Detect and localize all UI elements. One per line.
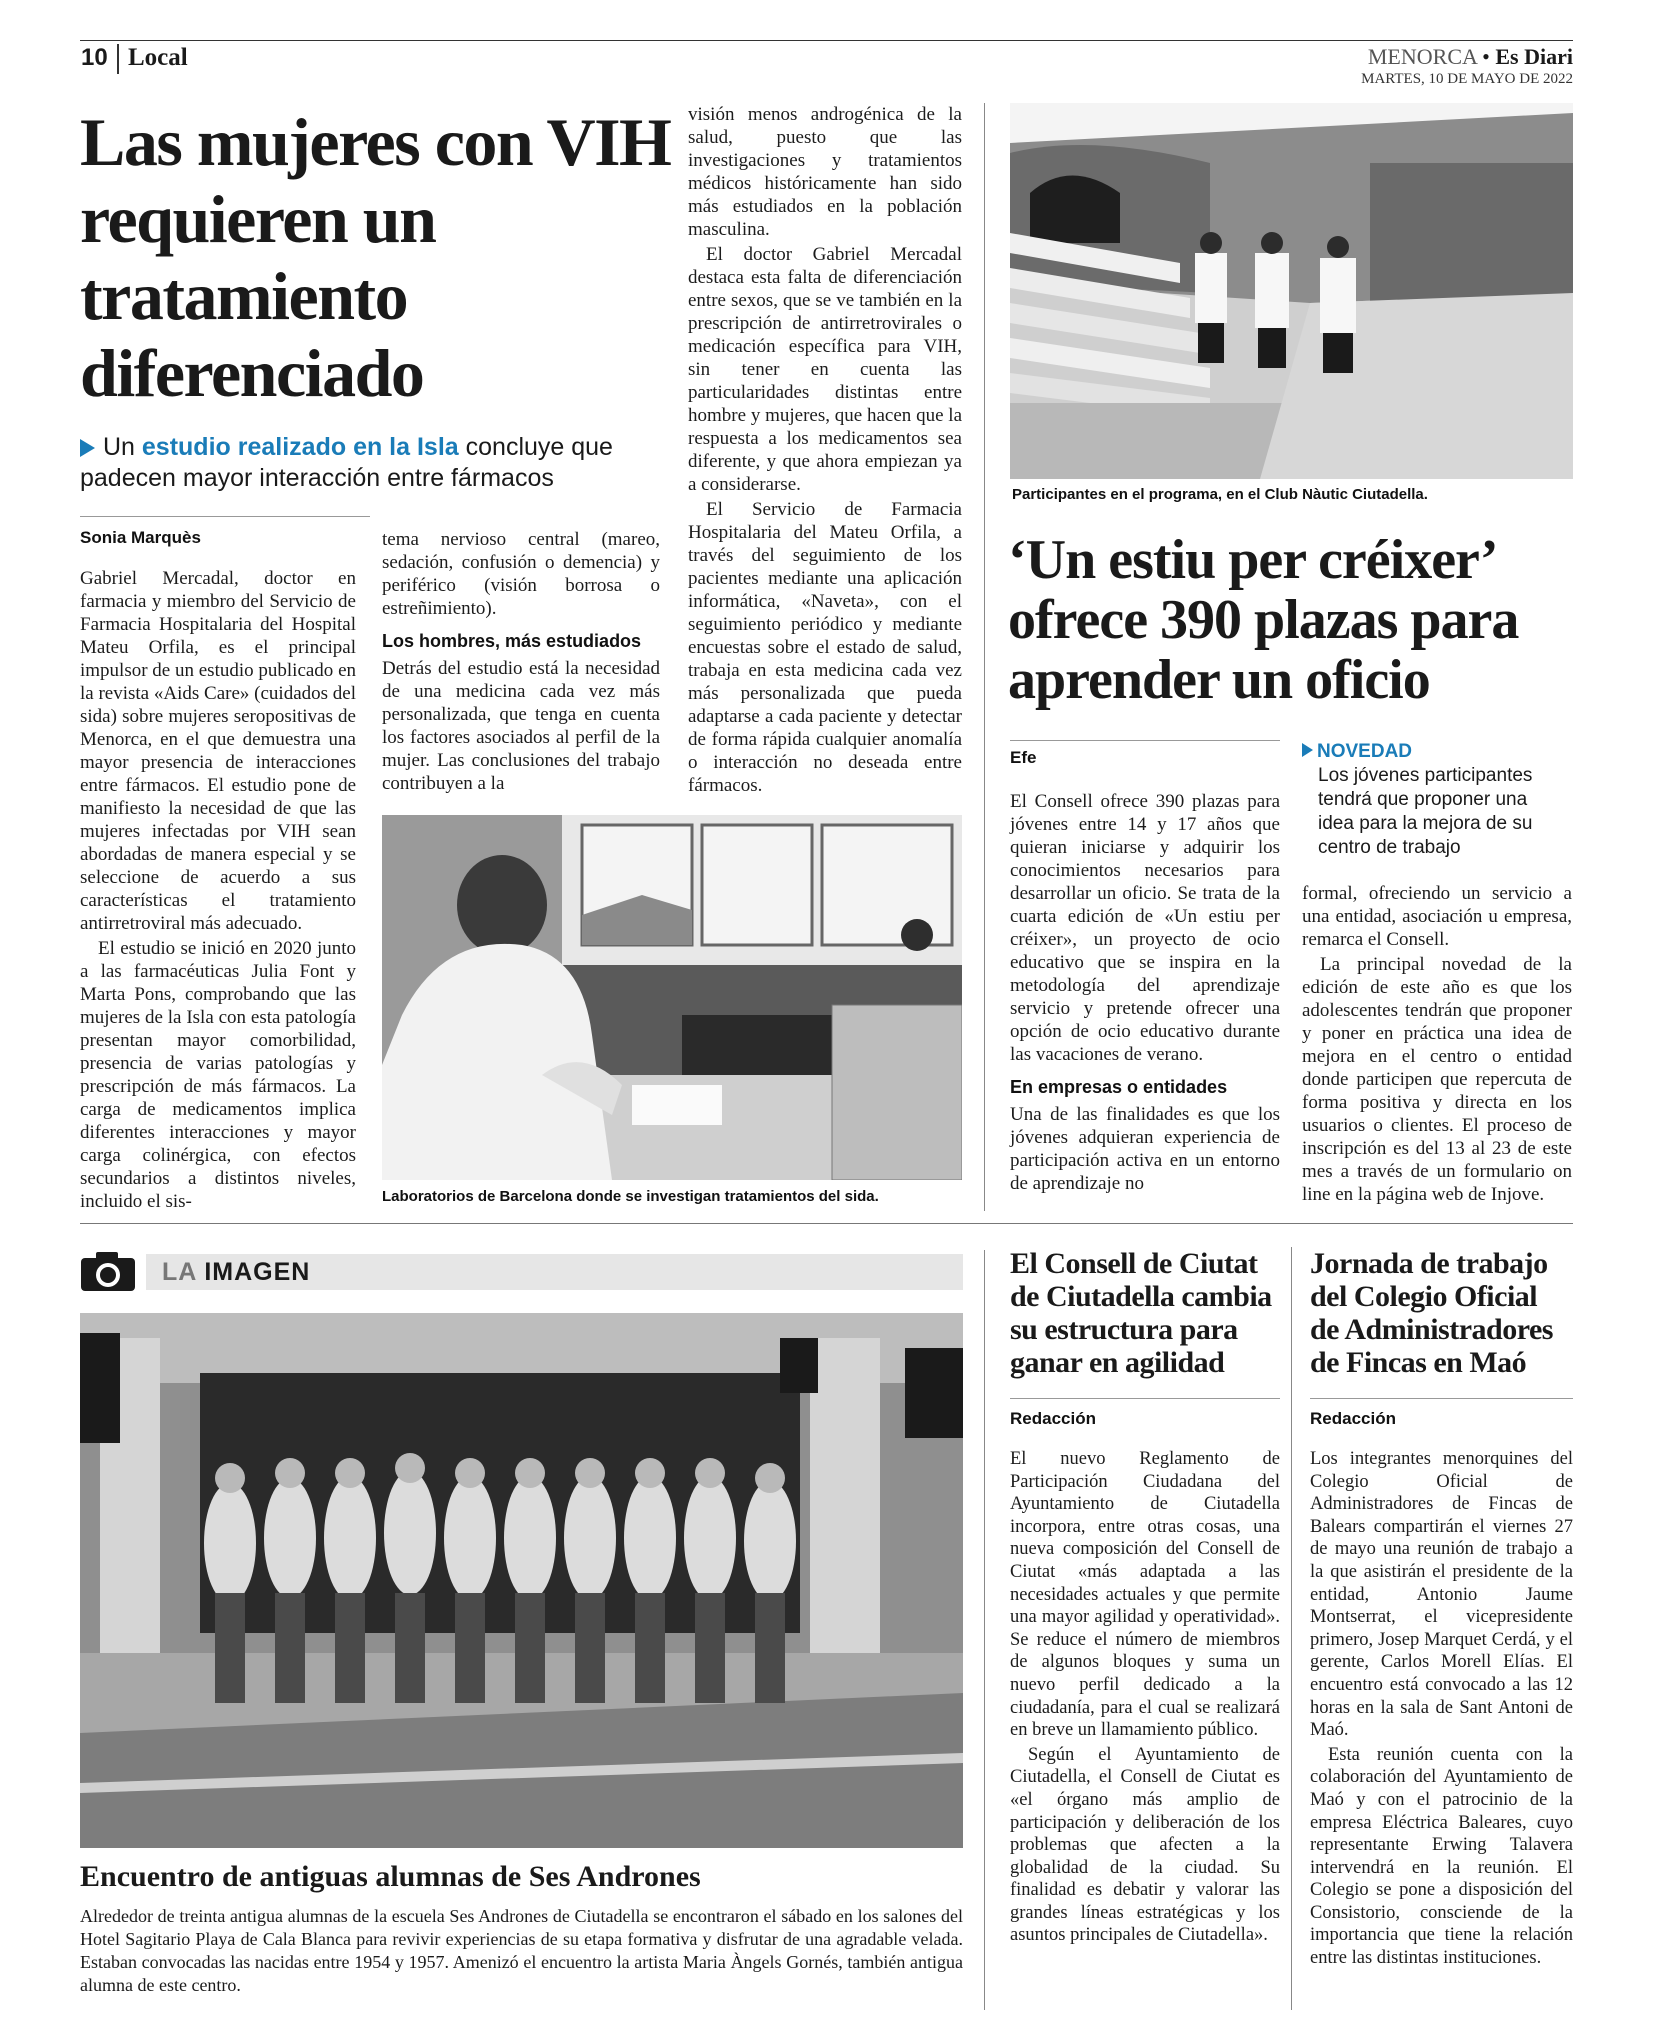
article2-col2-p1: formal, ofreciendo un servicio a una entidad, asociación u empresa, remarca el Consell. [1302, 883, 1572, 950]
article1-byline: Sonia Marquès [80, 528, 201, 547]
club-nautic-photo [1010, 103, 1573, 479]
article4-byline: Redacción [1310, 1409, 1396, 1428]
article2-column1 [1010, 790, 1280, 1197]
imagen-body: Alrededor de treinta antigua alumnas de la escuela Ses Andrones de Ciutadella se encontraron el sábado en los salones del Hotel Sagitario Playa de Cala Blanca para revivir experiencias de su etapa formativa y disfrutar de una agradable velada. Estaban convocadas las nacidas entre 1954 y 1957. Amenizó el encuentro la artista Maria Àngels Gornés, también antigua alumna de este centro. [80, 1906, 963, 1995]
article1-col3-p3: El Servicio de Farmacia Hospitalaria del Mateu Orfila, a través del seguimiento de los pacientes mediante una aplicación informática, «Naveta», con el seguimiento periódico y mediante encuestas sobre el estado de salud, trabaja en esta medicina cada vez más personalizada que pueda adaptarse a cada paciente y detectar de forma rápida cualquier anomalía o interacción no deseada entre fármacos. [688, 499, 962, 796]
article1-col2-intro: tema nervioso central (mareo, sedación, confusión o demencia) y periférico (visión borrosa o estreñimiento). [382, 529, 660, 619]
novedad-label [1302, 740, 1564, 764]
column-divider [984, 103, 985, 1211]
subhead-pre: Un [103, 433, 142, 461]
masthead-es-diari: Es Diari [1495, 44, 1573, 69]
play-arrow-icon [1302, 743, 1313, 757]
article1-col3-p2: El doctor Gabriel Mercadal destaca esta falta de diferenciación entre sexos, que se ve también en la prescripción de antirretrovirales o medicación específica para VIH, sin tener en cuenta las particularidades distintas entre hombre y mujeres, que hacen que la respuesta a los medicamentos sea diferente, y que ahora empiezan ya a considerarse. [688, 244, 962, 495]
section-name: Local [128, 44, 188, 71]
article3-headline: El Consell de Ciutat de Ciutadella cambia su estructura para ganar en agilidad [1010, 1247, 1272, 1379]
masthead-menorca: MENORCA [1367, 44, 1477, 69]
page-number: 10 [81, 44, 108, 71]
article2-col1-heading: En empresas o entidades [1010, 1077, 1228, 1097]
group-photo [80, 1313, 963, 1848]
novedad-box [1302, 740, 1564, 860]
subhead-link: estudio realizado en la Isla [141, 433, 459, 461]
article1-col1-p1: Gabriel Mercadal, doctor en farmacia y miembro del Servicio de Farmacia Hospitalaria del Hospital Mateu Orfila, es el principal impulsor de un estudio publicado en la revista «Aids Care» (cuidados del sida) sobre mujeres seropositivas de Menorca, en el que demuestra una mayor presencia de interacciones entre fármacos. El estudio pone de manifiesto la necesidad de que las mujeres infectadas por VIH sean abordadas de manera especial y se seleccione de acuerdo a sus características el tratamiento antirretroviral más adecuado. [80, 568, 356, 934]
article2-byline: Efe [1010, 748, 1037, 767]
club-nautic-caption: Participantes en el programa, en el Club Nàutic Ciutadella. [1012, 486, 1428, 503]
page-date: MARTES, 10 DE MAYO DE 2022 [1361, 71, 1573, 87]
subhead-post: concluye que padecen mayor interacción entre fármacos [80, 433, 613, 492]
imagen-title: Encuentro de antiguas alumnas de Ses Andrones [80, 1860, 701, 1893]
header-divider [117, 44, 119, 74]
masthead-bullet: • [1482, 44, 1490, 69]
section-divider [80, 1223, 1573, 1224]
article3-byline-rule [1010, 1398, 1280, 1399]
article2-headline: ‘Un estiu per créixer’ ofrece 390 plazas para aprender un oficio [1008, 529, 1519, 711]
article1-col1-p2: El estudio se inició en 2020 junto a las farmacéuticas Julia Font y Marta Pons, comprobando que las mujeres de la Isla con esta patología presentan mayor comorbilidad, presencia de varias patologías y prescripción de más fármacos. La carga de medicamentos implica diferentes interacciones y mayor carga colinérgica, con efectos secundarios a distintos niveles, incluido el sis- [80, 938, 356, 1212]
byline-rule [80, 516, 370, 517]
article3-p2: Según el Ayuntamiento de Ciutadella, el Consell de Ciutat es «el órgano más amplio de participación y deliberación de los problemas que afecten a la globalidad de la ciudad. Su finalidad es debatir y valorar las grandes líneas estratégicas y los asuntos principales de Ciutadella». [1010, 1744, 1280, 1946]
novedad-label-text: NOVEDAD [1317, 741, 1413, 762]
la-imagen-label [162, 1258, 310, 1287]
article4-p1: Los integrantes menorquines del Colegio Oficial de Administradores de Fincas de Balears compartirán el viernes 27 de mayo una reunión de trabajo a la que asistirán el presidente de la entidad, Antonio Jaume Montserrat, el vicepresidente primero, Josep Marquet Cerdá, y el gerente, Carlos Morell Elías. El encuentro está convocado a las 12 horas en la sala de Sant Antoni de Maó. [1310, 1449, 1573, 1741]
lab-photo-caption: Laboratorios de Barcelona donde se investigan tratamientos del sida. [382, 1188, 879, 1205]
article1-column3 [688, 103, 962, 799]
article3-p1: El nuevo Reglamento de Participación Ciudadana del Ayuntamiento de Ciutadella incorpora, entre otras cosas, una nueva composición del Consell de Ciutat «más adaptada a las necesidades actuales y que permite una mayor agilidad y operatividad». Se reduce el número de miembros de algunos bloques y suma un nuevo perfil dedicado a la ciudadanía, para el cual se realizará en breve un llamamiento público. [1010, 1449, 1280, 1741]
article2-byline-rule [1010, 740, 1280, 741]
article2-col2-p2: La principal novedad de la edición de este año es que los adolescentes tendrán que proponer y poner en práctica una idea de mejora en el centro o entidad donde participen que repercuta de forma positiva y directa en los usuarios o clientes. El proceso de inscripción es del 13 al 23 de este mes a través de un formulario on line en la página web de Injove. [1302, 954, 1572, 1205]
article4-headline: Jornada de trabajo del Colegio Oficial de Administradores de Fincas en Maó [1310, 1247, 1553, 1379]
la-imagen-label-a: LA [162, 1258, 197, 1286]
article1-col2-body: Detrás del estudio está la necesidad de una medicina cada vez más personalizada, que tenga en cuenta los factores asociados al perfil de la mujer. Las conclusiones del trabajo contribuyen a la [382, 658, 660, 794]
article1-col2-heading: Los hombres, más estudiados [382, 631, 642, 651]
article1-headline: Las mujeres con VIH requieren un tratamiento diferenciado [80, 104, 671, 411]
header-rule [80, 40, 1573, 41]
play-arrow-icon [80, 439, 95, 457]
article1-col3-p1: visión menos androgénica de la salud, puesto que las investigaciones y tratamientos médicos históricamente han sido más estudiados en la población masculina. [688, 104, 962, 240]
article3-body [1010, 1448, 1280, 1949]
article4-p2: Esta reunión cuenta con la colaboración del Ayuntamiento de Maó y con el patrocinio de la empresa Eléctrica Baleares, cuyo representante Erwing Talavera intervendrá en la reunión. El Colegio se pone a disposición del Consistorio, consciende de la importancia que tiene la relación entre las distintas instituciones. [1310, 1744, 1573, 1969]
article2-col1-p1: El Consell ofrece 390 plazas para jóvenes entre 14 y 17 años que quieran iniciarse y adquirir los conocimientos necesarios para desarrollar un oficio. Se trata de la cuarta edición de «Un estiu per créixer», un proyecto de ocio educativo que se inspira en la metodología del aprendizaje servicio y pretende ofrecer una opción de ocio educativo durante las vacaciones de verano. [1010, 791, 1280, 1065]
camera-icon [80, 1250, 136, 1292]
article2-column2 [1302, 882, 1572, 1208]
article1-column2 [382, 528, 660, 797]
masthead [1368, 44, 1573, 70]
lab-photo [382, 815, 962, 1180]
article3-byline: Redacción [1010, 1409, 1096, 1428]
article4-body [1310, 1448, 1573, 1972]
article2-col1-body: Una de las finalidades es que los jóvenes adquieran experiencia de participación activa en un entorno de aprendizaje no [1010, 1104, 1280, 1194]
column-divider-bottom [984, 1250, 985, 2010]
la-imagen-label-b: IMAGEN [204, 1258, 311, 1286]
article4-byline-rule [1310, 1398, 1573, 1399]
article1-subhead [80, 432, 680, 494]
novedad-text: Los jóvenes participantes tendrá que proponer una idea para la mejora de su centro de trabajo [1318, 765, 1533, 858]
article1-column1 [80, 567, 356, 1215]
column-divider-right [1291, 1247, 1292, 2010]
